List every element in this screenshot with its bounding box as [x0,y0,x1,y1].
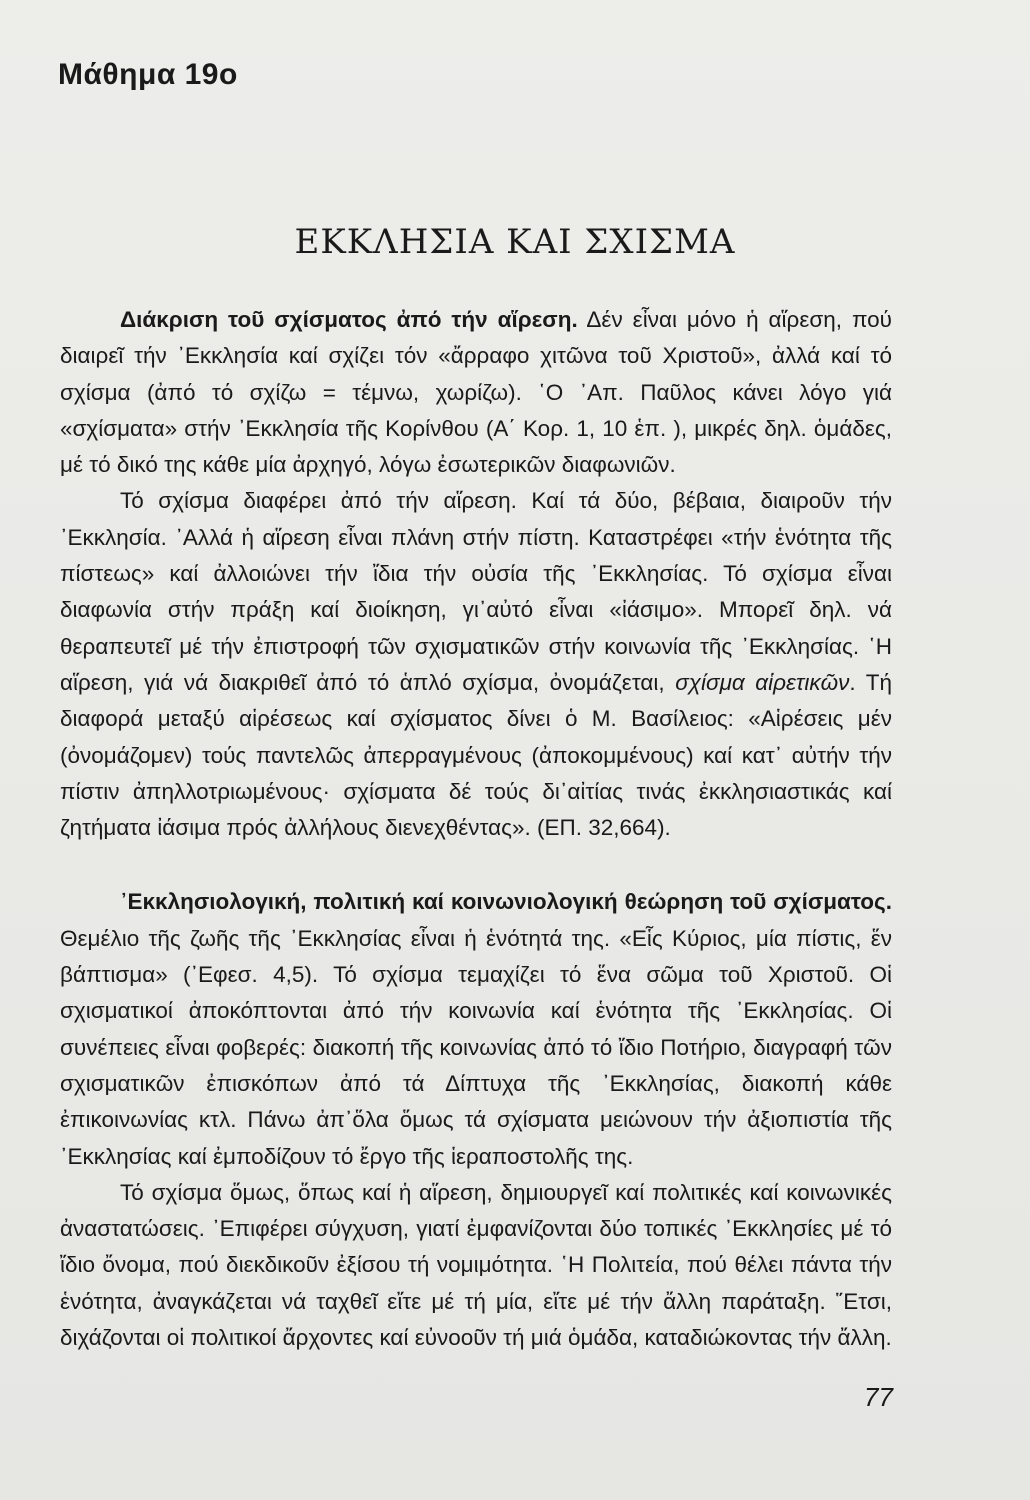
lesson-header: Μάθημα 19ο [58,58,238,91]
section1-text-1: Δέν εἶναι μόνο ἡ αἵρεση, πού διαιρεῖ τήν ᾿Εκκλησία καί σχίζει τόν «ἄρραφο χιτῶνα τοῦ Χριστοῦ», ἀλλά καί τό σχίσμα (ἀπό τό σχίζω = τέμνω, χωρίζω). ῾Ο ᾿Απ. Παῦλος κάνει λόγο γιά «σχίσματα» στήν ᾿Εκκλησία τῆς Κορίνθου (Α΄ Κορ. 1, 10 ἑπ. ), μικρές δηλ. ὁμάδες, μέ τό δικό της κάθε μία ἀρχηγό, λόγω ἐσωτερικῶν διαφωνιῶν. [60,307,892,478]
section1-heading: Διάκριση τοῦ σχίσματος ἀπό τήν αἵρεση. [120,307,578,332]
section2-paragraph-1 [60,884,892,1174]
section2-paragraph-2 [60,1175,892,1356]
page-title: ΕΚΚΛΗΣΙΑ ΚΑΙ ΣΧΙΣΜΑ [294,222,736,262]
section1-paragraph-1 [60,302,892,483]
section1-emphasis: σχίσμα αἱρετικῶν [675,669,850,695]
section1-text-2: Τό σχίσμα διαφέρει ἀπό τήν αἵρεση. Καί τά δύο, βέβαια, διαιροῦν τήν ᾿Εκκλησία. ᾿Αλλά ἡ αἵρεση εἶναι πλάνη στήν πίστη. Καταστρέφει «τήν ἑνότητα τῆς πίστεως» καί ἀλλοιώνει τήν ἴδια τήν οὐσία τῆς ᾿Εκκλησίας. Τό σχίσμα εἶναι διαφωνία στήν πράξη καί διοίκηση, γι᾿αὐτό εἶναι «ἰάσιμο». Μπορεῖ δηλ. νά θεραπευτεῖ μέ τήν ἐπιστροφή τῶν σχισματικῶν στήν κοινωνία τῆς ᾿Εκκλησίας. ῾Η αἵρεση, γιά νά διακριθεῖ ἀπό τό ἁπλό σχίσμα, ὀνομάζεται, [60,488,892,695]
body-text [60,302,892,1356]
section2-text-2: Τό σχίσμα ὅμως, ὅπως καί ἡ αἵρεση, δημιουργεῖ καί πολιτικές καί κοινωνικές ἀναστατώσεις. ᾿Επιφέρει σύγχυση, γιατί ἐμφανίζονται δύο τοπικές ᾿Εκκλησίες μέ τό ἴδιο ὄνομα, πού διεκδικοῦν ἐξίσου τή νομιμότητα. ῾Η Πολιτεία, πού θέλει πάντα τήν ἑνότητα, ἀναγκάζεται νά ταχθεῖ εἴτε μέ τή μία, εἴτε μέ τήν ἄλλη παράταξη. ῞Ετσι, διχάζονται οἱ πολιτικοί ἄρχοντες καί εὐνοοῦν τή μιά ὁμάδα, καταδιώκοντας τήν ἄλλη. [60,1179,892,1351]
page-number: 77 [864,1382,893,1412]
section2-text-1: Θεμέλιο τῆς ζωῆς τῆς ᾿Εκκλησίας εἶναι ἡ ἑνότητά της. «Εἷς Κύριος, μία πίστις, ἕν βάπτισμα» (᾿Εφεσ. 4,5). Τό σχίσμα τεμαχίζει τό ἕνα σῶμα τοῦ Χριστοῦ. Οἱ σχισματικοί ἀποκόπτονται ἀπό τήν κοινωνία καί ἑνότητα τῆς ᾿Εκκλησίας. Οἱ συνέπειες εἶναι φοβερές: διακοπή τῆς κοινωνίας ἀπό τό ἴδιο Ποτήριο, διαγραφή τῶν σχισματικῶν ἐπισκόπων ἀπό τά Δίπτυχα τῆς ᾿Εκκλησίας, διακοπή κάθε ἐπικοινωνίας κτλ. Πάνω ἀπ᾿ὅλα ὅμως τά σχίσματα μειώνουν τήν ἀξιοπιστία τῆς ᾿Εκκλησίας καί ἐμποδίζουν τό ἔργο τῆς ἱεραποστολῆς της. [60,925,892,1169]
section1-text-2-end: . Τή διαφορά μεταξύ αἱρέσεως καί σχίσματος δίνει ὁ Μ. Βασίλειος: «Αἱρέσεις μέν (ὀνομάζομεν) τούς παντελῶς ἀπερραγμένους (ἀποκομμένους) καί κατ᾿ αὐτήν τήν πίστιν ἀπηλλοτριωμένους· σχίσματα δέ τούς δι᾿αἰτίας τινάς ἐκκλησιαστικάς καί ζητήματα ἰάσιμα πρός ἀλλήλους διενεχθέντας». (ΕΠ. 32,664). [60,669,892,841]
section2-heading: ᾿Εκκλησιολογική, πολιτική καί κοινωνιολογική θεώρηση τοῦ σχίσματος. [120,889,892,915]
section1-paragraph-2 [60,483,892,846]
